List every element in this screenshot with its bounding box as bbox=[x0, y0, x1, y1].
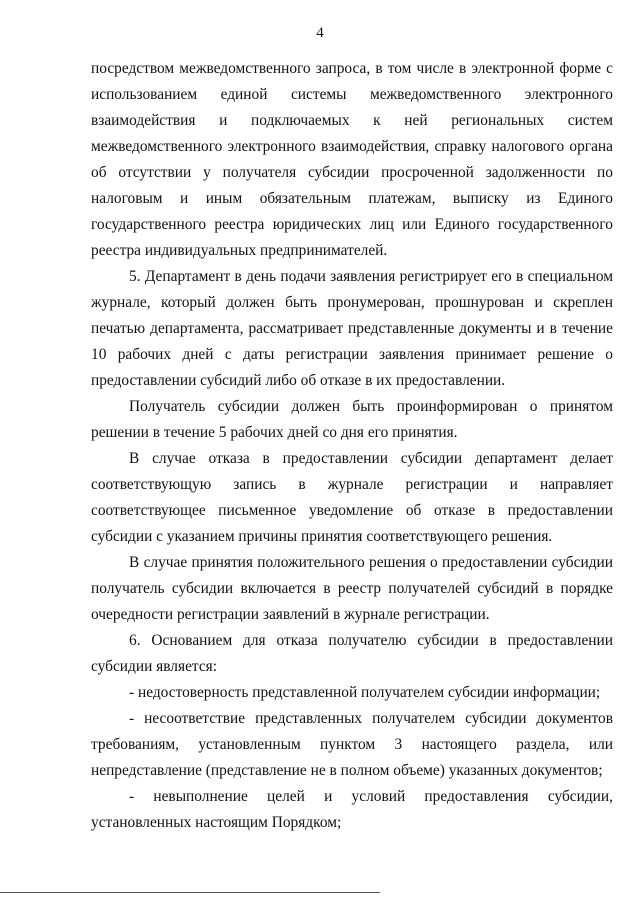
paragraph-item-6: 6. Основанием для отказа получателю субсидии в предоставлении субсидии является: bbox=[91, 632, 613, 675]
paragraph-approval: В случае принятия положительного решения о предоставлении субсидии получатель субсидии включается в реестр получателей субсидий в порядке очередности регистрации заявлений в журнале регистрации. bbox=[91, 554, 613, 623]
paragraph-continuation: посредством межведомственного запроса, в том числе в электронной форме с использованием единой системы межведомственного электронного взаимодействия и подключаемых к ней региональных систем межведомственного электронного взаимодействия, справку налогового органа об отсутствии у получателя субсидии просроченной задолженности по налоговым и иным обязательным платежам, выписку из Единого государственного реестра юридических лиц или Единого государственного реестра индивидуальных предпринимателей. bbox=[91, 60, 613, 259]
list-item-documents-mismatch: - несоответствие представленных получателем субсидии документов требованиям, установленным пунктом 3 настоящего раздела, или непредставление (представление не в полном объеме) указанных документов; bbox=[91, 710, 613, 779]
list-item-conditions-violation: - невыполнение целей и условий предоставления субсидии, установленных настоящим Порядком; bbox=[91, 788, 613, 831]
list-item-unreliable-info: - недостоверность представленной получателем субсидии информации; bbox=[129, 684, 601, 701]
paragraph-notification: Получатель субсидии должен быть проинформирован о принятом решении в течение 5 рабочих дней со дня его принятия. bbox=[91, 398, 613, 441]
bottom-rule bbox=[0, 892, 380, 893]
paragraph-item-5: 5. Департамент в день подачи заявления регистрирует его в специальном журнале, который должен быть пронумерован, прошнурован и скреплен печатью департамента, рассматривает представленные документы и в течение 10 рабочих дней с даты регистрации заявления принимает решение о предоставлении субсидий либо об отказе в их предоставлении. bbox=[91, 268, 613, 389]
paragraph-refusal: В случае отказа в предоставлении субсидии департамент делает соответствующую запись в журнале регистрации и направляет соответствующее письменное уведомление об отказе в предоставлении субсидии с указанием причины принятия соответствующего решения. bbox=[91, 450, 613, 545]
document-body bbox=[91, 56, 613, 836]
page-number: 4 bbox=[316, 25, 324, 41]
